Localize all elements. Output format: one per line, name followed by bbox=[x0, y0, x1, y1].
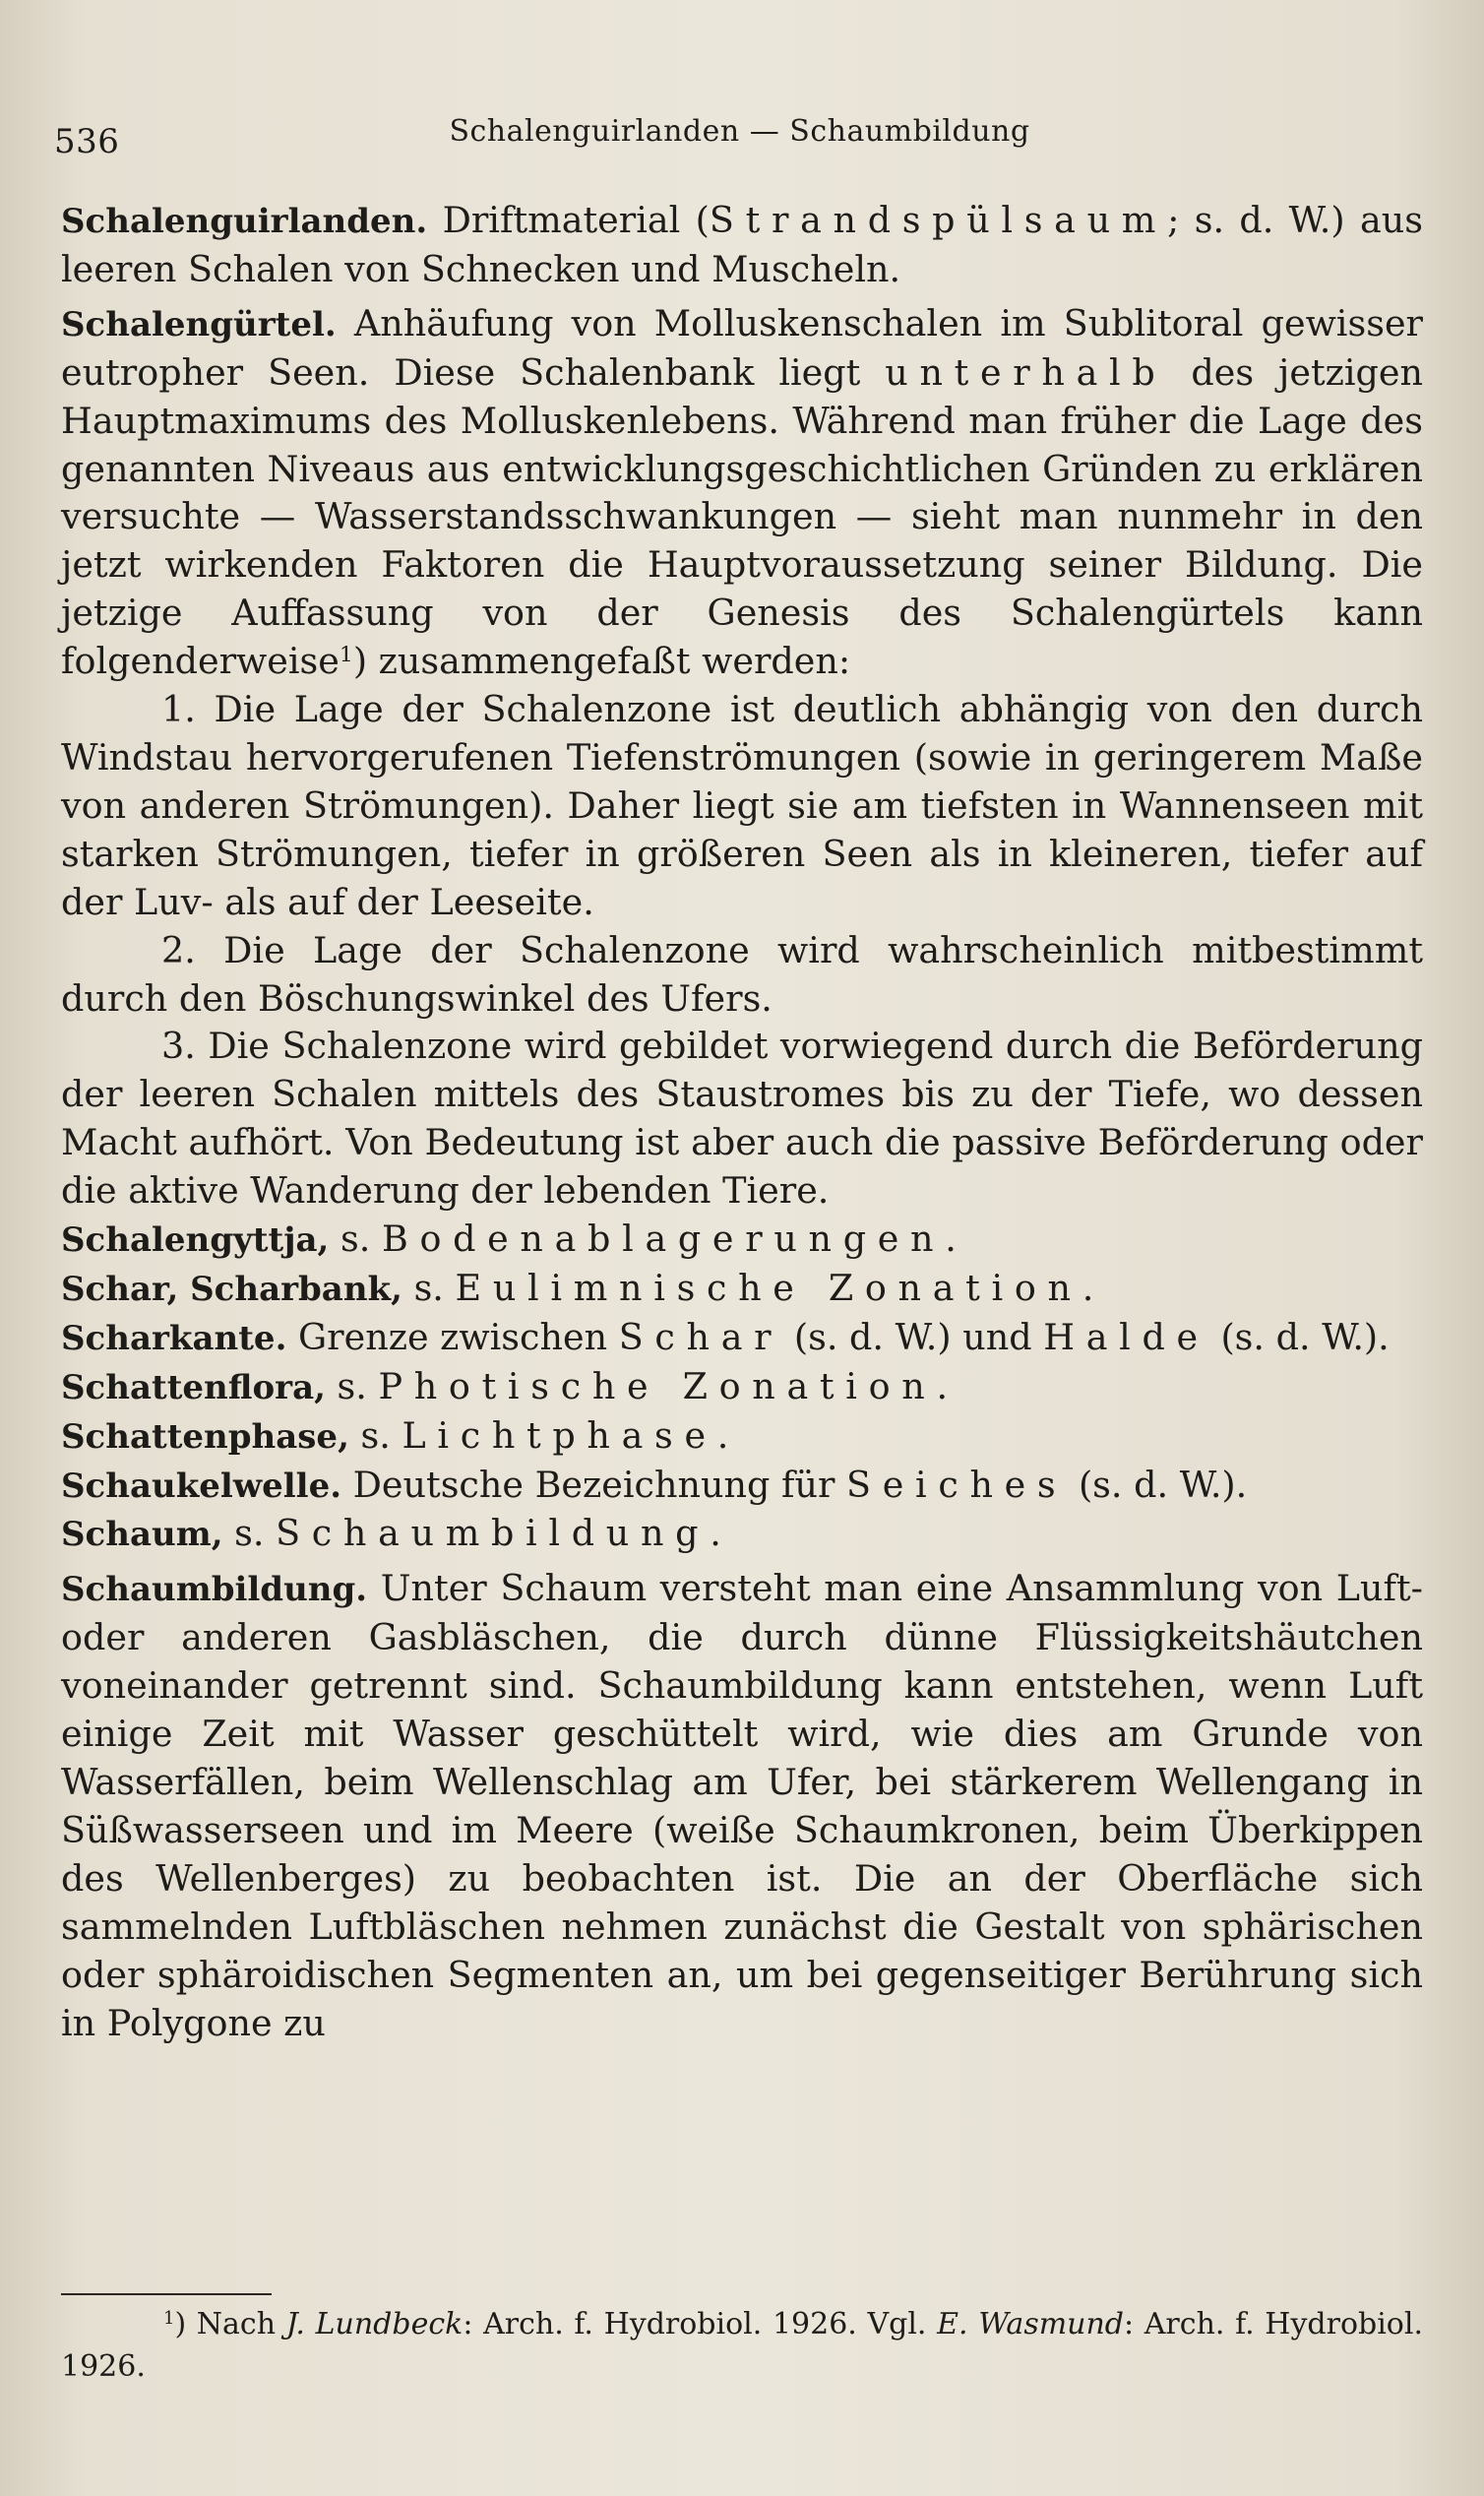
cross-reference: Halde bbox=[1043, 1315, 1209, 1358]
entry-text: s. bbox=[402, 1266, 456, 1309]
cross-reference: Schar bbox=[618, 1315, 783, 1358]
entry-text: s. bbox=[348, 1413, 402, 1457]
headword: Schattenphase, bbox=[61, 1416, 349, 1457]
entry-text: s. bbox=[325, 1364, 379, 1407]
cross-reference: Seiches bbox=[846, 1463, 1068, 1506]
entry-schalenguertel bbox=[61, 300, 1423, 686]
footnote-mark: 1 bbox=[163, 2308, 175, 2330]
headword: Schalengyttja, bbox=[61, 1220, 330, 1261]
headword: Schaukelwelle. bbox=[61, 1466, 342, 1506]
headword: Schalengürtel. bbox=[61, 304, 337, 344]
entry-schaum bbox=[61, 1510, 1423, 1559]
entry-text: (s. d. W.) und bbox=[782, 1315, 1044, 1358]
entry-schalengyttja bbox=[61, 1216, 1423, 1265]
footnote-text: ) Nach bbox=[174, 2307, 286, 2341]
entry-text: . bbox=[716, 1413, 729, 1457]
footnote-text: : Arch. f. Hydrobiol. 1926. bbox=[61, 2307, 1423, 2384]
cross-reference: Strandspülsaum bbox=[709, 199, 1168, 241]
entry-text: Deutsche Bezeichnung für bbox=[341, 1463, 847, 1506]
entry-text: Unter Schaum versteht man eine Ansammlung von Luft- oder anderen Gasbläschen, die durch dünne Flüssigkeitshäutchen voneinander getrennt sind. Schaumbildung kann entstehen, wenn Luft einige Zeit mit Wasser geschüttelt wird, wie dies am Grunde von Wasserfällen, beim Wellenschlag am Ufer, bei stärkerem Wellengang in Süßwasserseen und im Meere (weiße Schaumkronen, beim Überkippen des Wellenberges) zu beobachten ist. Die an der Oberfläche sich sammelnden Luftbläschen nehmen zunächst die Gestalt von sphärischen oder sphäroidischen Segmenten an, um bei gegenseitiger Berührung sich in Polygone zu bbox=[61, 1567, 1423, 2044]
entry-scharkante bbox=[61, 1314, 1423, 1363]
headword: Schar, Scharbank, bbox=[61, 1269, 402, 1309]
entry-text: s. bbox=[222, 1512, 277, 1555]
numbered-point-3: 3. Die Schalenzone wird gebildet vorwiegend durch die Beförderung der leeren Schalen mittels des Staustromes bis zu der Tiefe, wo dessen Macht aufhört. Von Bedeutung ist aber auch die passive Beförderung oder die aktive Wanderung der lebenden Tiere. bbox=[61, 1025, 1423, 1213]
entry-schar bbox=[61, 1265, 1423, 1314]
entry-text: . bbox=[710, 1512, 721, 1555]
entry-text: Driftmaterial ( bbox=[427, 199, 710, 241]
footnote bbox=[61, 2303, 1423, 2388]
entry-text: . bbox=[1082, 1266, 1094, 1309]
entry-text: ) zusammengefaßt werden: bbox=[352, 640, 851, 683]
entry-schaukelwelle bbox=[61, 1462, 1423, 1511]
cross-reference: Bodenablagerungen bbox=[381, 1217, 946, 1261]
page-number: 536 bbox=[54, 122, 120, 161]
numbered-point-1: 1. Die Lage der Schalenzone ist deutlich abhängig von den durch Windstau hervorgerufenen Tiefenströmungen (sowie in geringerem Maße von anderen Strömungen). Daher liegt sie am tiefsten in Wannenseen mit starken Strömungen, tiefer in größeren Seen als in kleineren, tiefer auf der Luv- als auf der Leeseite. bbox=[61, 688, 1423, 923]
entry-text: (s. d. W.). bbox=[1208, 1315, 1390, 1358]
entry-schattenphase bbox=[61, 1412, 1423, 1462]
entry-text: . bbox=[945, 1217, 957, 1261]
main-text bbox=[61, 197, 1423, 2047]
running-title: Schalenguirlanden — Schaumbildung bbox=[449, 114, 1030, 149]
entry-text: s. bbox=[329, 1217, 382, 1261]
author-name: J. Lundbeck bbox=[285, 2307, 464, 2341]
entry-schaumbildung bbox=[61, 1565, 1423, 2047]
entry-text: Grenze zwischen bbox=[286, 1315, 619, 1358]
footnote-text: : Arch. f. Hydrobiol. 1926. Vgl. bbox=[463, 2307, 938, 2341]
author-name: E. Wasmund bbox=[937, 2307, 1125, 2341]
headword: Schattenflora, bbox=[61, 1367, 326, 1407]
numbered-point-2: 2. Die Lage der Schalenzone wird wahrscheinlich mitbestimmt durch den Böschungswinkel des Ufers. bbox=[61, 928, 1423, 1020]
emphasis: unterhalb bbox=[885, 350, 1167, 394]
entry-schalenguirlanden bbox=[61, 197, 1423, 294]
headword: Schaum, bbox=[61, 1515, 223, 1555]
cross-reference: Schaumbildung bbox=[276, 1512, 711, 1555]
footnote-mark: 1 bbox=[339, 643, 353, 668]
entry-text: . bbox=[936, 1364, 949, 1407]
entry-text: ; s. d. W.) aus leeren Schalen von Schnecken und Muscheln. bbox=[61, 199, 1423, 290]
entry-schattenflora bbox=[61, 1363, 1423, 1412]
cross-reference: Eulimnische Zonation bbox=[455, 1266, 1082, 1309]
cross-reference: Photische Zonation bbox=[378, 1364, 937, 1407]
entry-text: des jetzigen Hauptmaximums des Molluskenlebens. Während man früher die Lage des genannten Niveaus aus entwicklungsgeschichtlichen Gründen zu erklären versuchte — Wasserstandsschwankungen — sieht man nunmehr in den jetzt wirkenden Faktoren die Hauptvoraussetzung seiner Bildung. Die jetzige Auffassung von der Genesis des Schalengürtels kann folgenderweise bbox=[61, 350, 1423, 683]
headword: Scharkante. bbox=[61, 1318, 287, 1358]
headword: Schaumbildung. bbox=[61, 1570, 368, 1610]
cross-reference: Lichtphase bbox=[402, 1413, 717, 1457]
entry-text: Anhäufung von Molluskenschalen im Sublitoral gewisser eutropher Seen. Diese Schalenbank liegt bbox=[61, 301, 1423, 394]
headword: Schalenguirlanden. bbox=[61, 202, 428, 241]
page-header bbox=[54, 108, 1425, 167]
footnote-rule bbox=[61, 2293, 272, 2295]
entry-text: (s. d. W.). bbox=[1067, 1463, 1248, 1506]
